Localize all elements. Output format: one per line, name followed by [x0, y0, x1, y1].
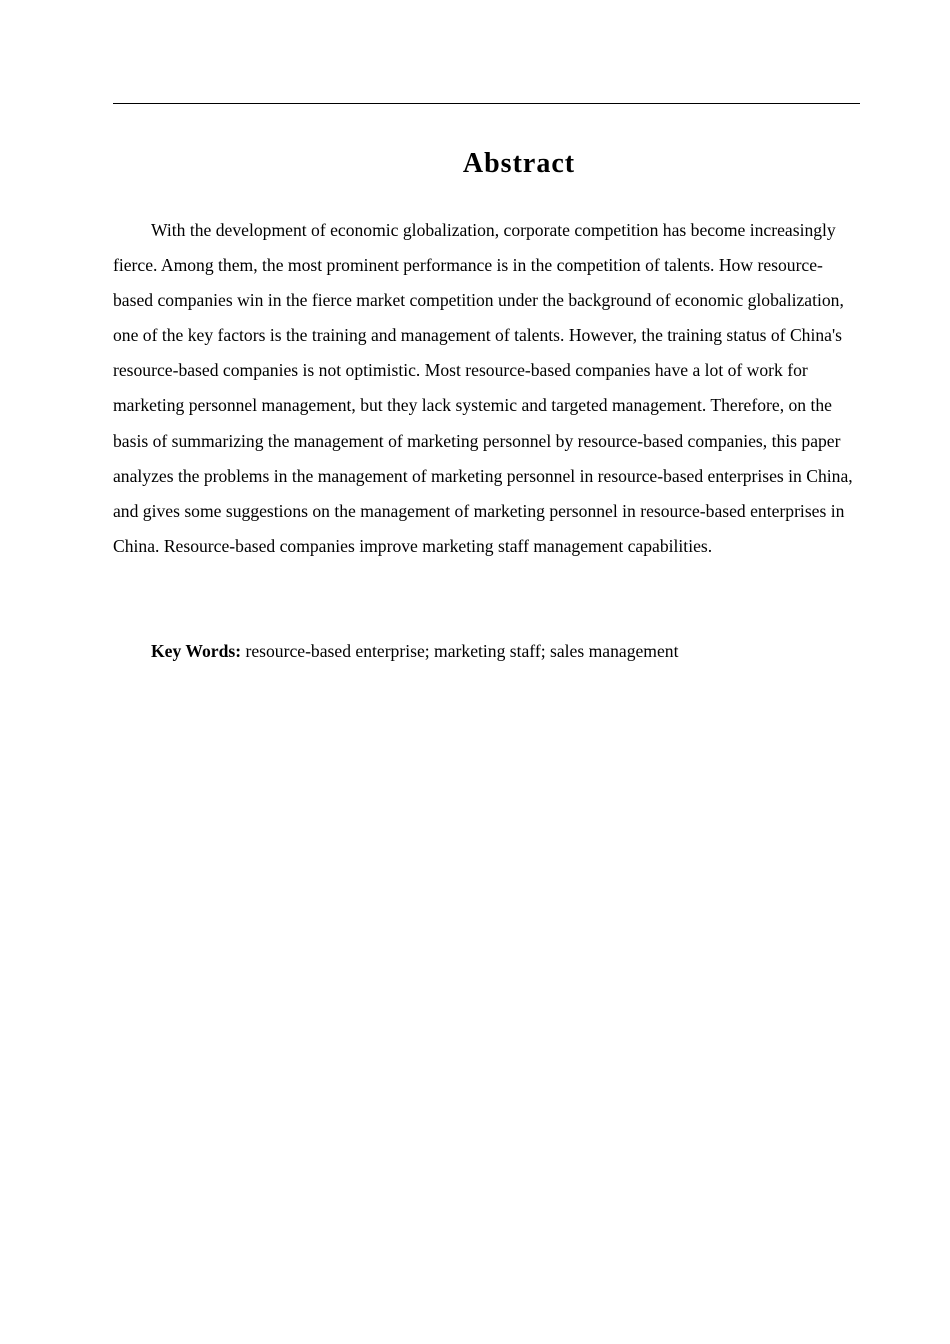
keywords-line	[113, 634, 860, 669]
keywords-value: resource-based enterprise; marketing staff; sales management	[241, 641, 679, 661]
header-rule	[113, 103, 860, 104]
page-title: Abstract	[462, 148, 576, 179]
abstract-paragraph: With the development of economic globalization, corporate competition has become increasingly fierce. Among them, the most prominent performance is in the competition of talents. How resource-based companies win in the fierce market competition under the background of economic globalization, one of the key factors is the training and management of talents. However, the training status of China's resource-based companies is not optimistic. Most resource-based companies have a lot of work for marketing personnel management, but they lack systemic and targeted management. Therefore, on the basis of summarizing the management of marketing personnel by resource-based companies, this paper analyzes the problems in the management of marketing personnel in resource-based enterprises in China, and gives some suggestions on the management of marketing personnel in resource-based enterprises in China. Resource-based companies improve marketing staff management capabilities.	[113, 220, 853, 556]
keywords-label: Key Words:	[151, 641, 242, 661]
